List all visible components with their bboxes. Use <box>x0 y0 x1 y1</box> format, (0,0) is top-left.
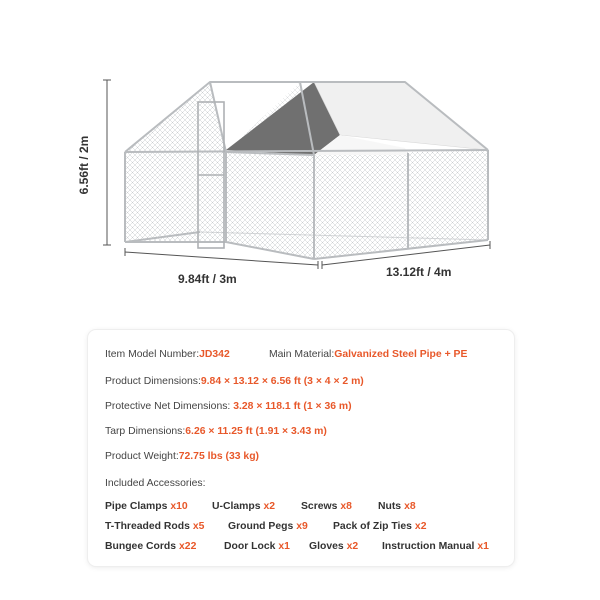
accessory-name: Gloves <box>309 541 344 552</box>
height-dimension-line <box>103 80 111 245</box>
material-row <box>269 349 467 360</box>
depth-dimension-label: 13.12ft / 4m <box>386 265 452 279</box>
model-number-label: Item Model Number: <box>105 349 200 360</box>
accessory-item <box>382 541 489 552</box>
accessory-name: Instruction Manual <box>382 541 475 552</box>
accessory-item <box>333 521 426 532</box>
accessory-item <box>301 501 352 512</box>
weight-label: Product Weight: <box>105 451 179 462</box>
accessory-item <box>378 501 416 512</box>
product-dimensions-value: 9.84 × 13.12 × 6.56 ft (3 × 4 × 2 m) <box>200 376 364 387</box>
accessory-item <box>105 541 196 552</box>
model-number-value: JD342 <box>199 349 230 360</box>
accessory-name: Nuts <box>378 501 402 512</box>
accessory-item <box>224 541 290 552</box>
accessory-item <box>228 521 308 532</box>
accessory-name: Pack of Zip Ties <box>333 521 412 532</box>
accessory-qty: x8 <box>340 501 352 512</box>
accessory-name: U-Clamps <box>212 501 261 512</box>
tarp-dimensions-row <box>105 426 327 437</box>
accessory-name: T-Threaded Rods <box>105 521 190 532</box>
tarp-dimensions-value: 6.26 × 11.25 ft (1.91 × 3.43 m) <box>185 426 327 437</box>
accessory-qty: x10 <box>170 501 188 512</box>
accessory-name: Ground Pegs <box>228 521 294 532</box>
accessory-name: Door Lock <box>224 541 276 552</box>
model-number-row <box>105 349 230 360</box>
accessory-qty: x2 <box>414 521 427 532</box>
material-label: Main Material: <box>269 349 335 360</box>
net-dimensions-row <box>105 401 352 412</box>
accessory-qty: x2 <box>263 501 276 512</box>
accessory-name: Screws <box>301 501 338 512</box>
accessory-qty: x22 <box>179 541 197 552</box>
height-dimension-label: 6.56ft / 2m <box>77 135 91 195</box>
accessory-qty: x1 <box>278 541 290 552</box>
accessory-qty: x2 <box>346 541 359 552</box>
accessories-label: Included Accessories: <box>105 478 206 489</box>
product-dimensions-row <box>105 376 364 387</box>
accessory-item <box>105 521 204 532</box>
accessory-item <box>309 541 358 552</box>
product-dimensions-label: Product Dimensions: <box>105 376 201 387</box>
weight-value: 72.75 lbs (33 kg) <box>178 451 260 462</box>
accessories-heading <box>105 478 206 489</box>
accessory-qty: x1 <box>477 541 489 552</box>
accessory-item <box>212 501 275 512</box>
net-dimensions-label: Protective Net Dimensions: <box>105 401 231 412</box>
weight-row <box>105 451 259 462</box>
net-dimensions-value: 3.28 × 118.1 ft (1 × 36 m) <box>233 401 352 412</box>
accessory-name: Bungee Cords <box>105 541 177 552</box>
accessory-item <box>105 501 188 512</box>
accessory-qty: x8 <box>404 501 416 512</box>
material-value: Galvanized Steel Pipe + PE <box>334 349 468 360</box>
specifications-panel <box>88 330 514 566</box>
accessory-qty: x5 <box>192 521 205 532</box>
accessory-qty: x9 <box>296 521 308 532</box>
accessory-name: Pipe Clamps <box>105 501 168 512</box>
tarp-dimensions-label: Tarp Dimensions: <box>105 426 186 437</box>
width-dimension-label: 9.84ft / 3m <box>178 272 237 286</box>
